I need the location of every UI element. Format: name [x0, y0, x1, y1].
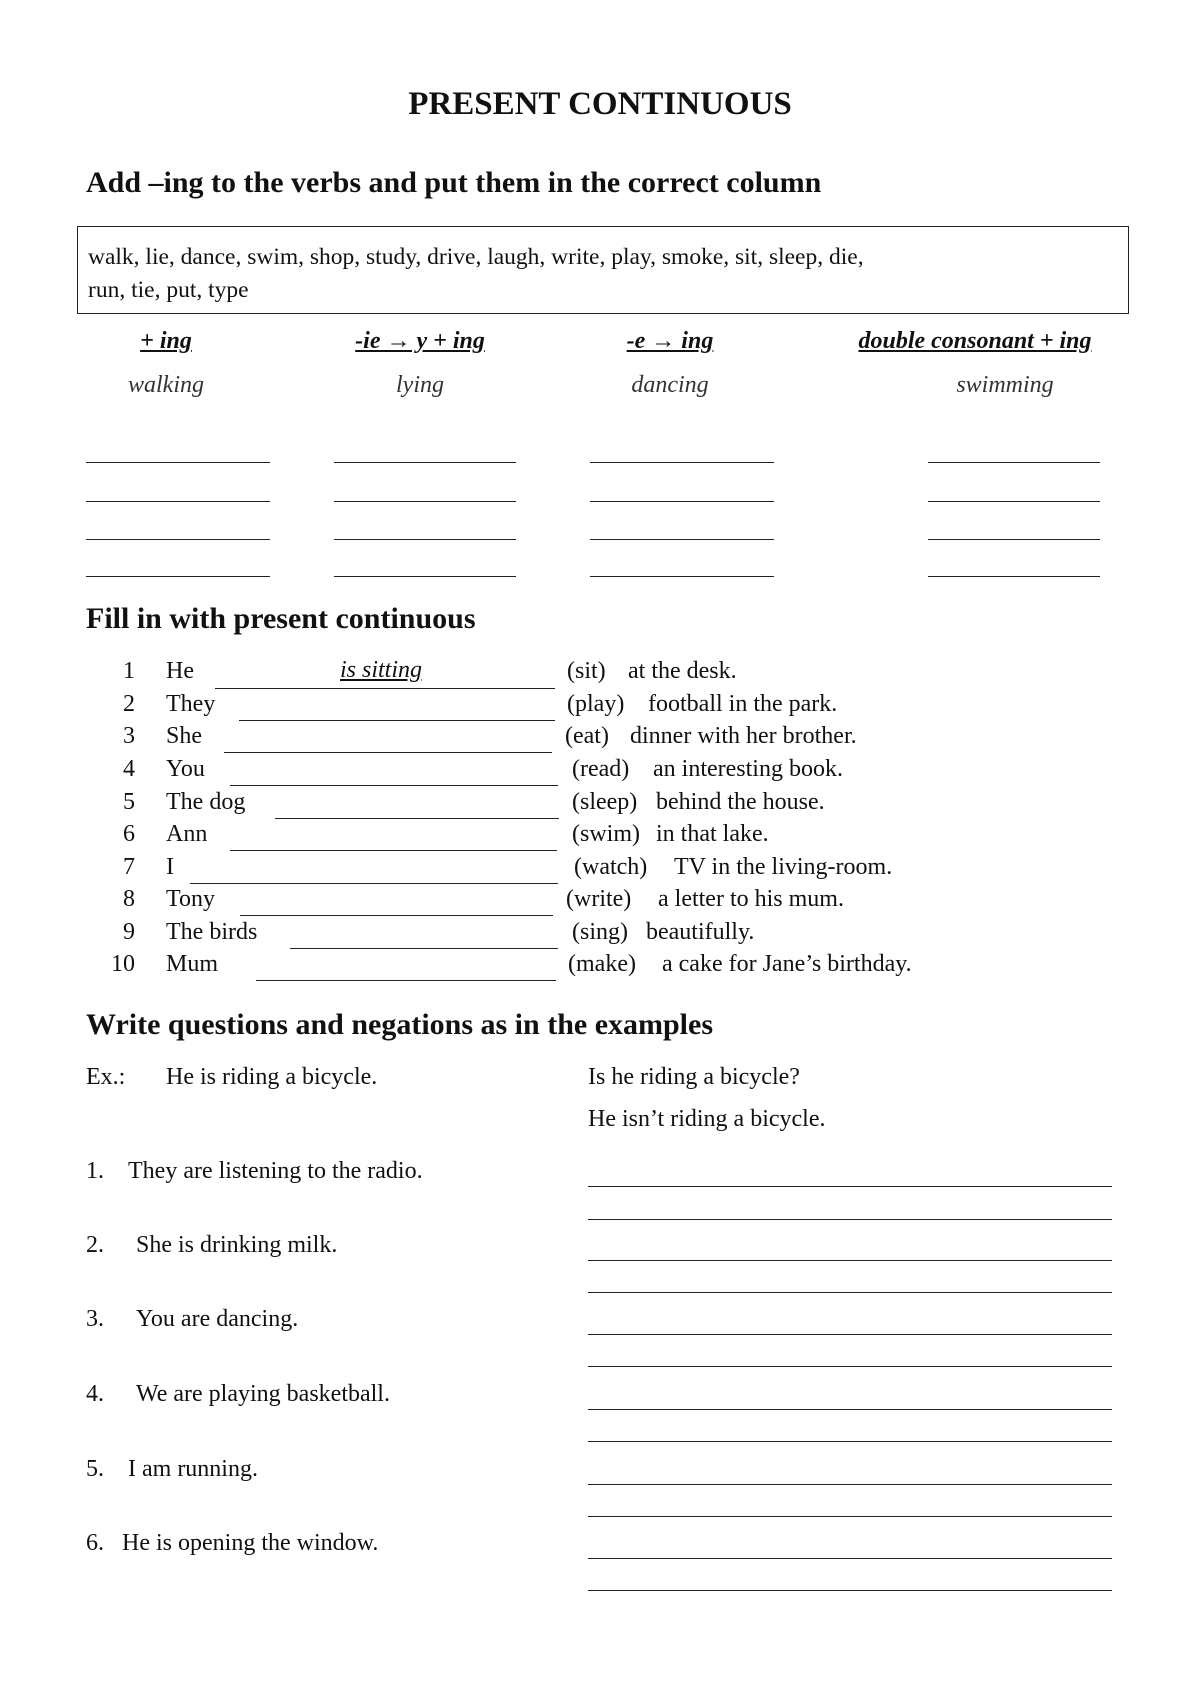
- fill-item-number: 8: [123, 886, 135, 912]
- question-item-sentence: She is drinking milk.: [136, 1232, 338, 1258]
- fill-item-rest: behind the house.: [656, 789, 825, 815]
- fill-item-blank[interactable]: [239, 720, 555, 721]
- fill-item-number: 4: [123, 756, 135, 782]
- word-list-line2: run, tie, put, type: [88, 277, 249, 303]
- column-head-double-consonant: double consonant + ing: [858, 328, 1092, 354]
- fill-item-subject: The dog: [166, 789, 246, 815]
- blank-line[interactable]: [86, 576, 270, 577]
- blank-line[interactable]: [334, 576, 516, 577]
- fill-item-subject: Tony: [166, 886, 215, 912]
- question-item-sentence: I am running.: [128, 1456, 258, 1482]
- fill-item-number: 9: [123, 919, 135, 945]
- fill-item-subject: Ann: [166, 821, 208, 847]
- blank-line[interactable]: [590, 539, 774, 540]
- column-head-e-drop: -e → ing: [626, 328, 714, 354]
- blank-line[interactable]: [590, 501, 774, 502]
- answer-line[interactable]: [588, 1409, 1112, 1410]
- blank-line[interactable]: [334, 539, 516, 540]
- fill-item-sample-answer: is sitting: [340, 657, 423, 683]
- column-example-walking: walking: [128, 372, 204, 398]
- blank-line[interactable]: [86, 539, 270, 540]
- answer-line[interactable]: [588, 1219, 1112, 1220]
- fill-item-blank[interactable]: [190, 883, 558, 884]
- blank-line[interactable]: [590, 576, 774, 577]
- fill-item-number: 6: [123, 821, 135, 847]
- question-item-number: 4.: [86, 1381, 104, 1407]
- column-example-lying: lying: [396, 372, 444, 398]
- question-item-number: 6.: [86, 1530, 104, 1556]
- fill-item-blank[interactable]: [290, 948, 558, 949]
- fill-item-number: 2: [123, 691, 135, 717]
- fill-item-number: 7: [123, 854, 135, 880]
- fill-item-subject: You: [166, 756, 205, 782]
- fill-item-subject: Mum: [166, 951, 219, 977]
- page-title: PRESENT CONTINUOUS: [408, 86, 792, 122]
- answer-line[interactable]: [588, 1558, 1112, 1559]
- fill-item-verb: (sleep): [572, 789, 638, 815]
- question-item-sentence: You are dancing.: [136, 1306, 299, 1332]
- fill-item-blank[interactable]: [275, 818, 559, 819]
- fill-item-rest: football in the park.: [648, 691, 838, 717]
- answer-line[interactable]: [588, 1186, 1112, 1187]
- question-item-number: 3.: [86, 1306, 104, 1332]
- fill-item-verb: (make): [568, 951, 636, 977]
- fill-item-number: 10: [111, 951, 135, 977]
- word-box: [77, 226, 1129, 314]
- example-negation: He isn’t riding a bicycle.: [588, 1106, 826, 1132]
- blank-line[interactable]: [86, 501, 270, 502]
- question-item-sentence: We are playing basketball.: [136, 1381, 390, 1407]
- example-label: Ex.:: [86, 1064, 126, 1090]
- answer-line[interactable]: [588, 1366, 1112, 1367]
- answer-line[interactable]: [588, 1334, 1112, 1335]
- fill-item-blank[interactable]: [230, 785, 558, 786]
- question-item-number: 1.: [86, 1158, 104, 1184]
- fill-item-verb: (read): [572, 756, 630, 782]
- question-item-sentence: They are listening to the radio.: [128, 1158, 423, 1184]
- blank-line[interactable]: [590, 462, 774, 463]
- fill-item-rest: in that lake.: [656, 821, 769, 847]
- fill-item-blank[interactable]: [240, 915, 553, 916]
- example-question: Is he riding a bicycle?: [588, 1064, 800, 1090]
- fill-item-number: 3: [123, 723, 135, 749]
- section2-heading: Fill in with present continuous: [86, 602, 476, 635]
- fill-item-subject: They: [166, 691, 216, 717]
- fill-item-verb: (write): [566, 886, 632, 912]
- section1-heading: Add –ing to the verbs and put them in the correct column: [86, 166, 822, 199]
- fill-item-rest: beautifully.: [646, 919, 755, 945]
- answer-line[interactable]: [588, 1516, 1112, 1517]
- column-example-swimming: swimming: [956, 372, 1054, 398]
- column-example-dancing: dancing: [631, 372, 709, 398]
- fill-item-rest: dinner with her brother.: [630, 723, 857, 749]
- blank-line[interactable]: [86, 462, 270, 463]
- fill-item-number: 5: [123, 789, 135, 815]
- fill-item-verb: (sit): [567, 658, 606, 684]
- word-list-line1: walk, lie, dance, swim, shop, study, drive, laugh, write, play, smoke, sit, sleep, die,: [88, 244, 864, 270]
- fill-item-subject: She: [166, 723, 202, 749]
- answer-line[interactable]: [588, 1260, 1112, 1261]
- blank-line[interactable]: [928, 501, 1100, 502]
- blank-line[interactable]: [928, 462, 1100, 463]
- answer-line[interactable]: [588, 1292, 1112, 1293]
- fill-item-subject: I: [166, 854, 174, 880]
- fill-item-rest: a letter to his mum.: [658, 886, 844, 912]
- fill-item-rest: TV in the living-room.: [674, 854, 893, 880]
- fill-item-subject: The birds: [166, 919, 258, 945]
- column-head-ie-to-y: -ie → y + ing: [355, 328, 485, 354]
- fill-item-rest: at the desk.: [628, 658, 737, 684]
- section3-heading: Write questions and negations as in the examples: [86, 1008, 714, 1041]
- blank-line[interactable]: [334, 501, 516, 502]
- example-sentence: He is riding a bicycle.: [166, 1064, 378, 1090]
- fill-item-rest: an interesting book.: [653, 756, 843, 782]
- fill-item-verb: (watch): [574, 854, 648, 880]
- blank-line[interactable]: [334, 462, 516, 463]
- blank-line[interactable]: [928, 539, 1100, 540]
- fill-item-blank[interactable]: [230, 850, 557, 851]
- fill-item-blank[interactable]: [224, 752, 552, 753]
- fill-item-verb: (eat): [565, 723, 609, 749]
- answer-line[interactable]: [588, 1590, 1112, 1591]
- fill-item-verb: (swim): [572, 821, 640, 847]
- fill-item-number: 1: [123, 658, 135, 684]
- column-head-plus-ing: + ing: [140, 328, 192, 354]
- fill-item-verb: (play): [567, 691, 625, 717]
- answer-line[interactable]: [588, 1441, 1112, 1442]
- fill-item-subject: He: [166, 658, 194, 684]
- fill-item-rest: a cake for Jane’s birthday.: [662, 951, 912, 977]
- question-item-number: 2.: [86, 1232, 104, 1258]
- blank-line[interactable]: [928, 576, 1100, 577]
- fill-item-blank[interactable]: [215, 688, 555, 689]
- question-item-number: 5.: [86, 1456, 104, 1482]
- answer-line[interactable]: [588, 1484, 1112, 1485]
- fill-item-verb: (sing): [572, 919, 628, 945]
- question-item-sentence: He is opening the window.: [122, 1530, 379, 1556]
- fill-item-blank[interactable]: [256, 980, 556, 981]
